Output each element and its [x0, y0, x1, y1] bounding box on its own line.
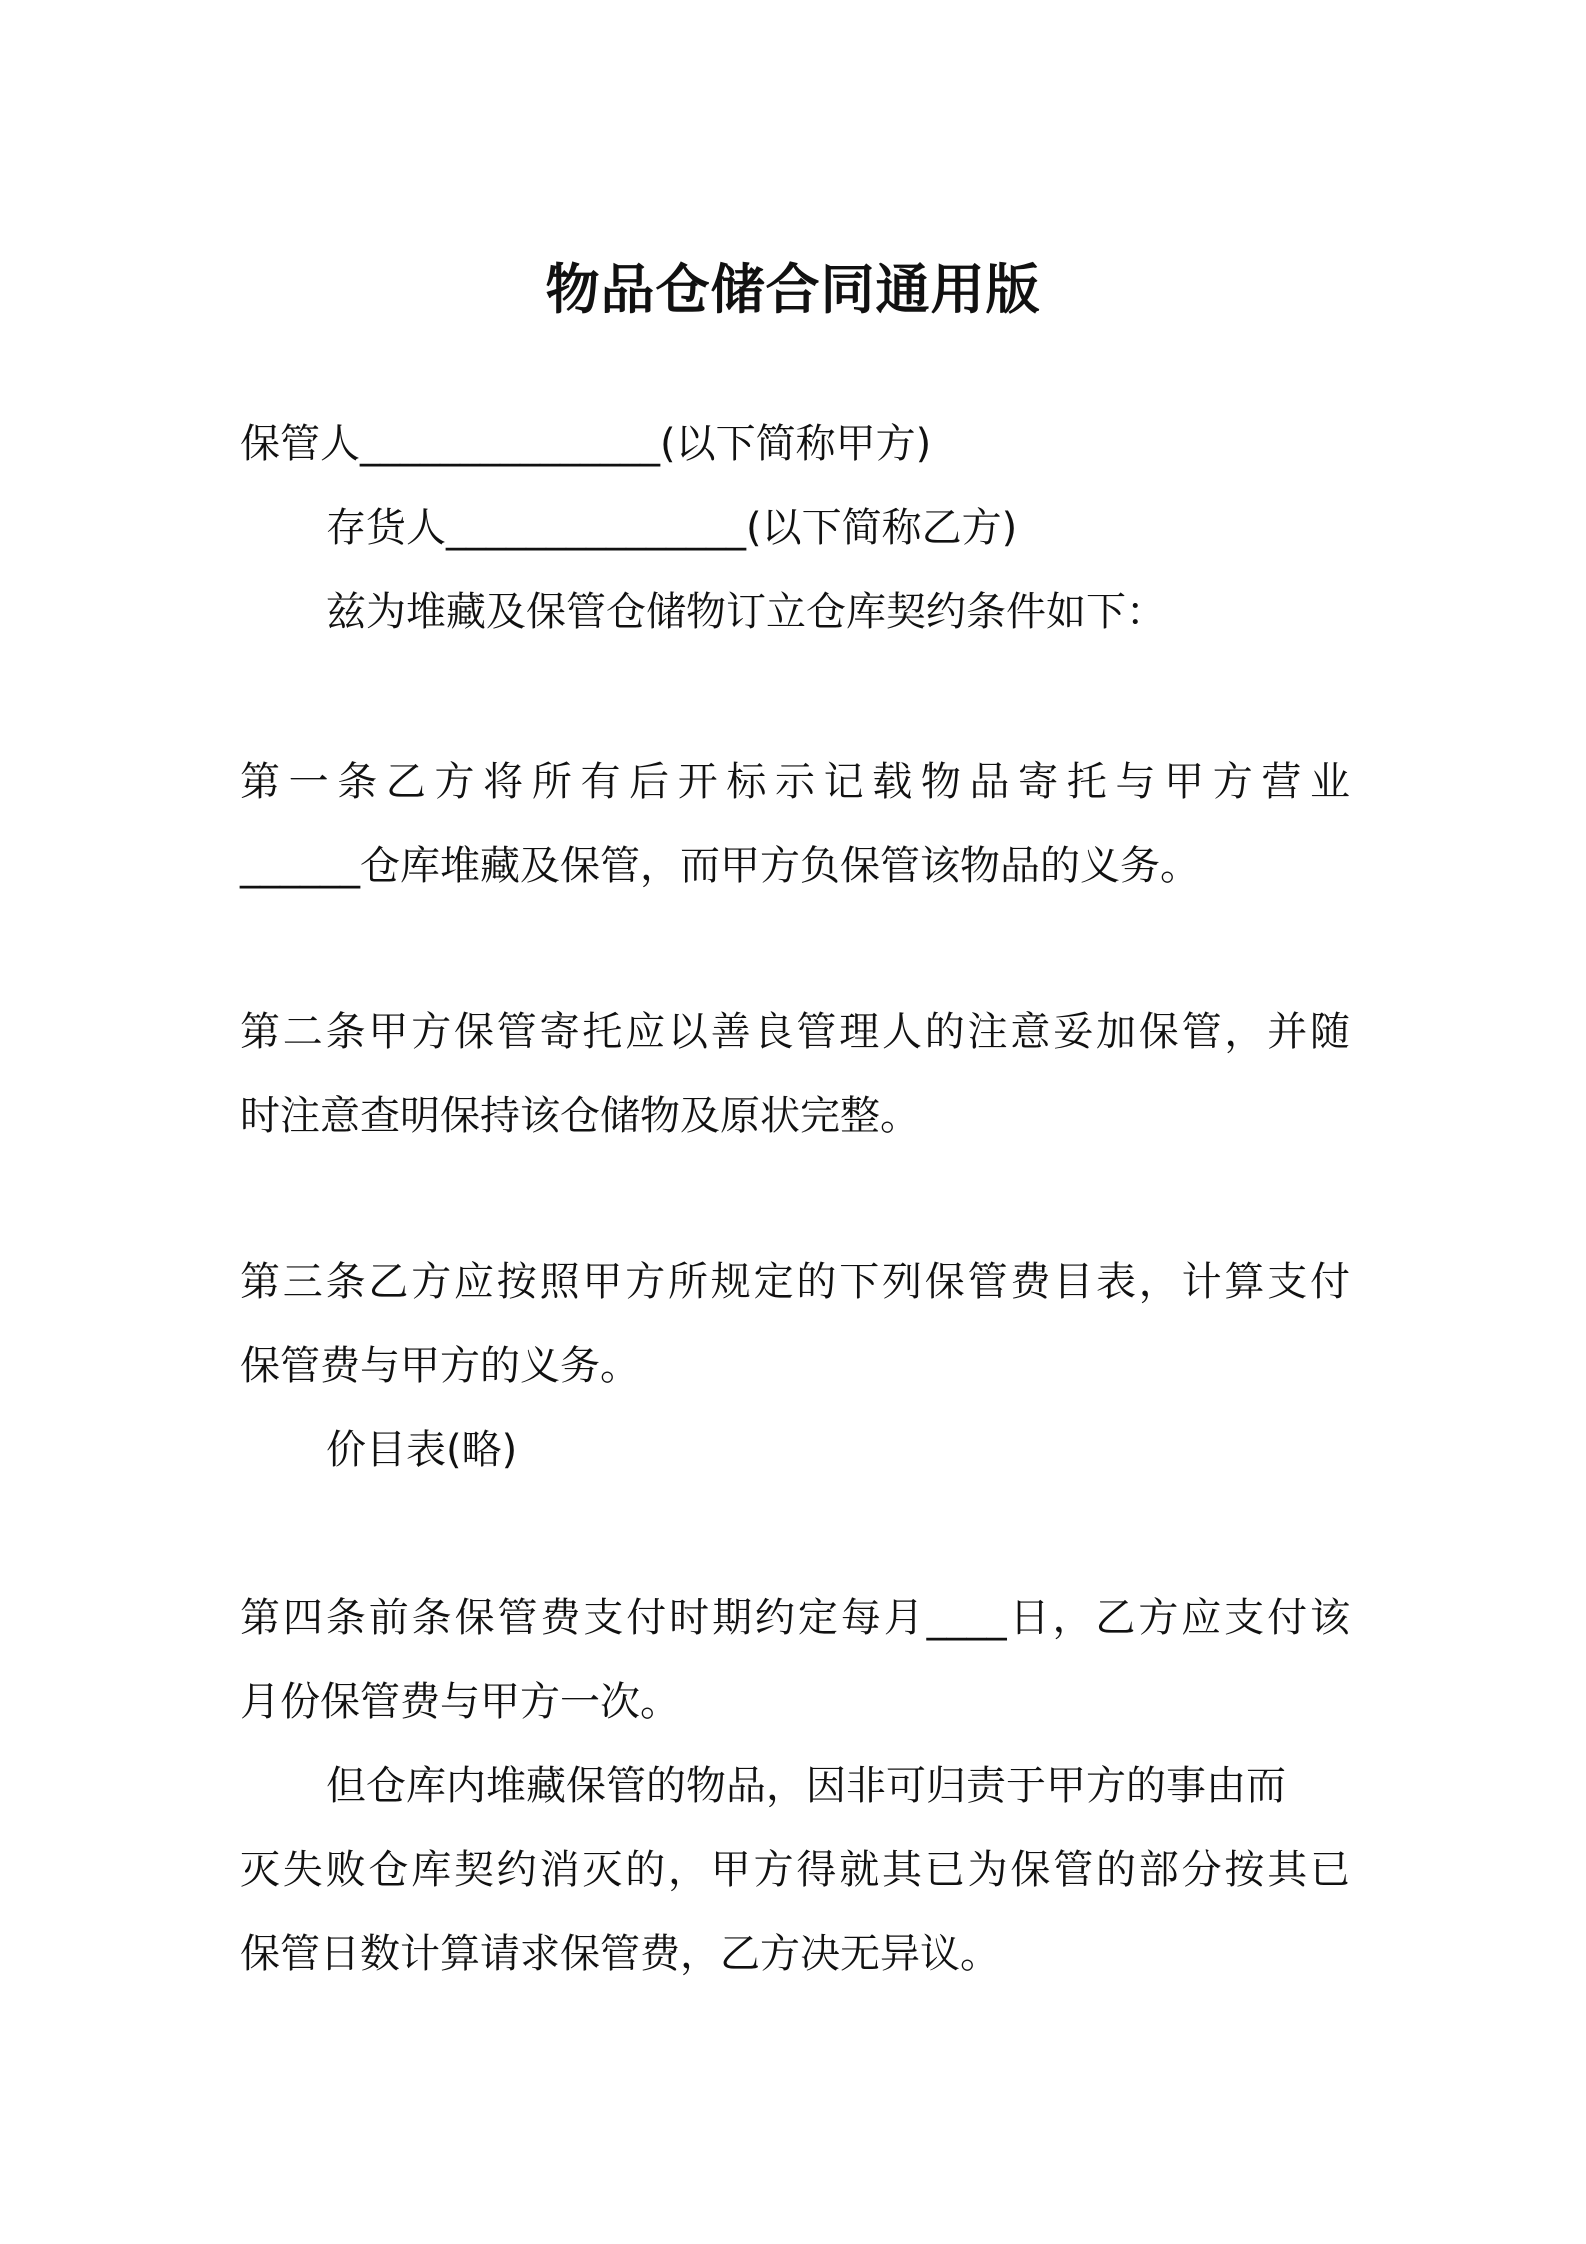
article3-line1: 第三条乙方应按照甲方所规定的下列保管费目表，计算支付: [240, 1259, 1350, 1305]
custodian-line: 保管人_______________(以下简称甲方): [240, 421, 932, 467]
article4-para2-line1: 但仓库内堆藏保管的物品，因非可归责于甲方的事由而: [326, 1763, 1286, 1809]
article3-line2: 保管费与甲方的义务。: [240, 1343, 640, 1389]
article2-line1: 第二条甲方保管寄托应以善良管理人的注意妥加保管，并随: [240, 1009, 1350, 1055]
article4-line1: 第四条前条保管费支付时期约定每月____日，乙方应支付该: [240, 1595, 1350, 1641]
depositor-line: 存货人_______________(以下简称乙方): [326, 505, 1018, 551]
document-title: 物品仓储合同通用版: [545, 258, 1041, 321]
article4-para2-line2: 灭失败仓库契约消灭的，甲方得就其已为保管的部分按其已: [240, 1847, 1350, 1893]
article2-line2: 时注意查明保持该仓储物及原状完整。: [240, 1093, 920, 1139]
article1-line1: 第一条乙方将所有后开标示记载物品寄托与甲方营业: [240, 759, 1350, 805]
price-list-line: 价目表(略): [326, 1427, 518, 1473]
article1-line2: ______仓库堆藏及保管，而甲方负保管该物品的义务。: [240, 843, 1200, 889]
article4-line2: 月份保管费与甲方一次。: [240, 1679, 680, 1725]
article4-para2-line3: 保管日数计算请求保管费，乙方决无异议。: [240, 1931, 1000, 1977]
preamble-line: 兹为堆藏及保管仓储物订立仓库契约条件如下：: [326, 589, 1166, 635]
